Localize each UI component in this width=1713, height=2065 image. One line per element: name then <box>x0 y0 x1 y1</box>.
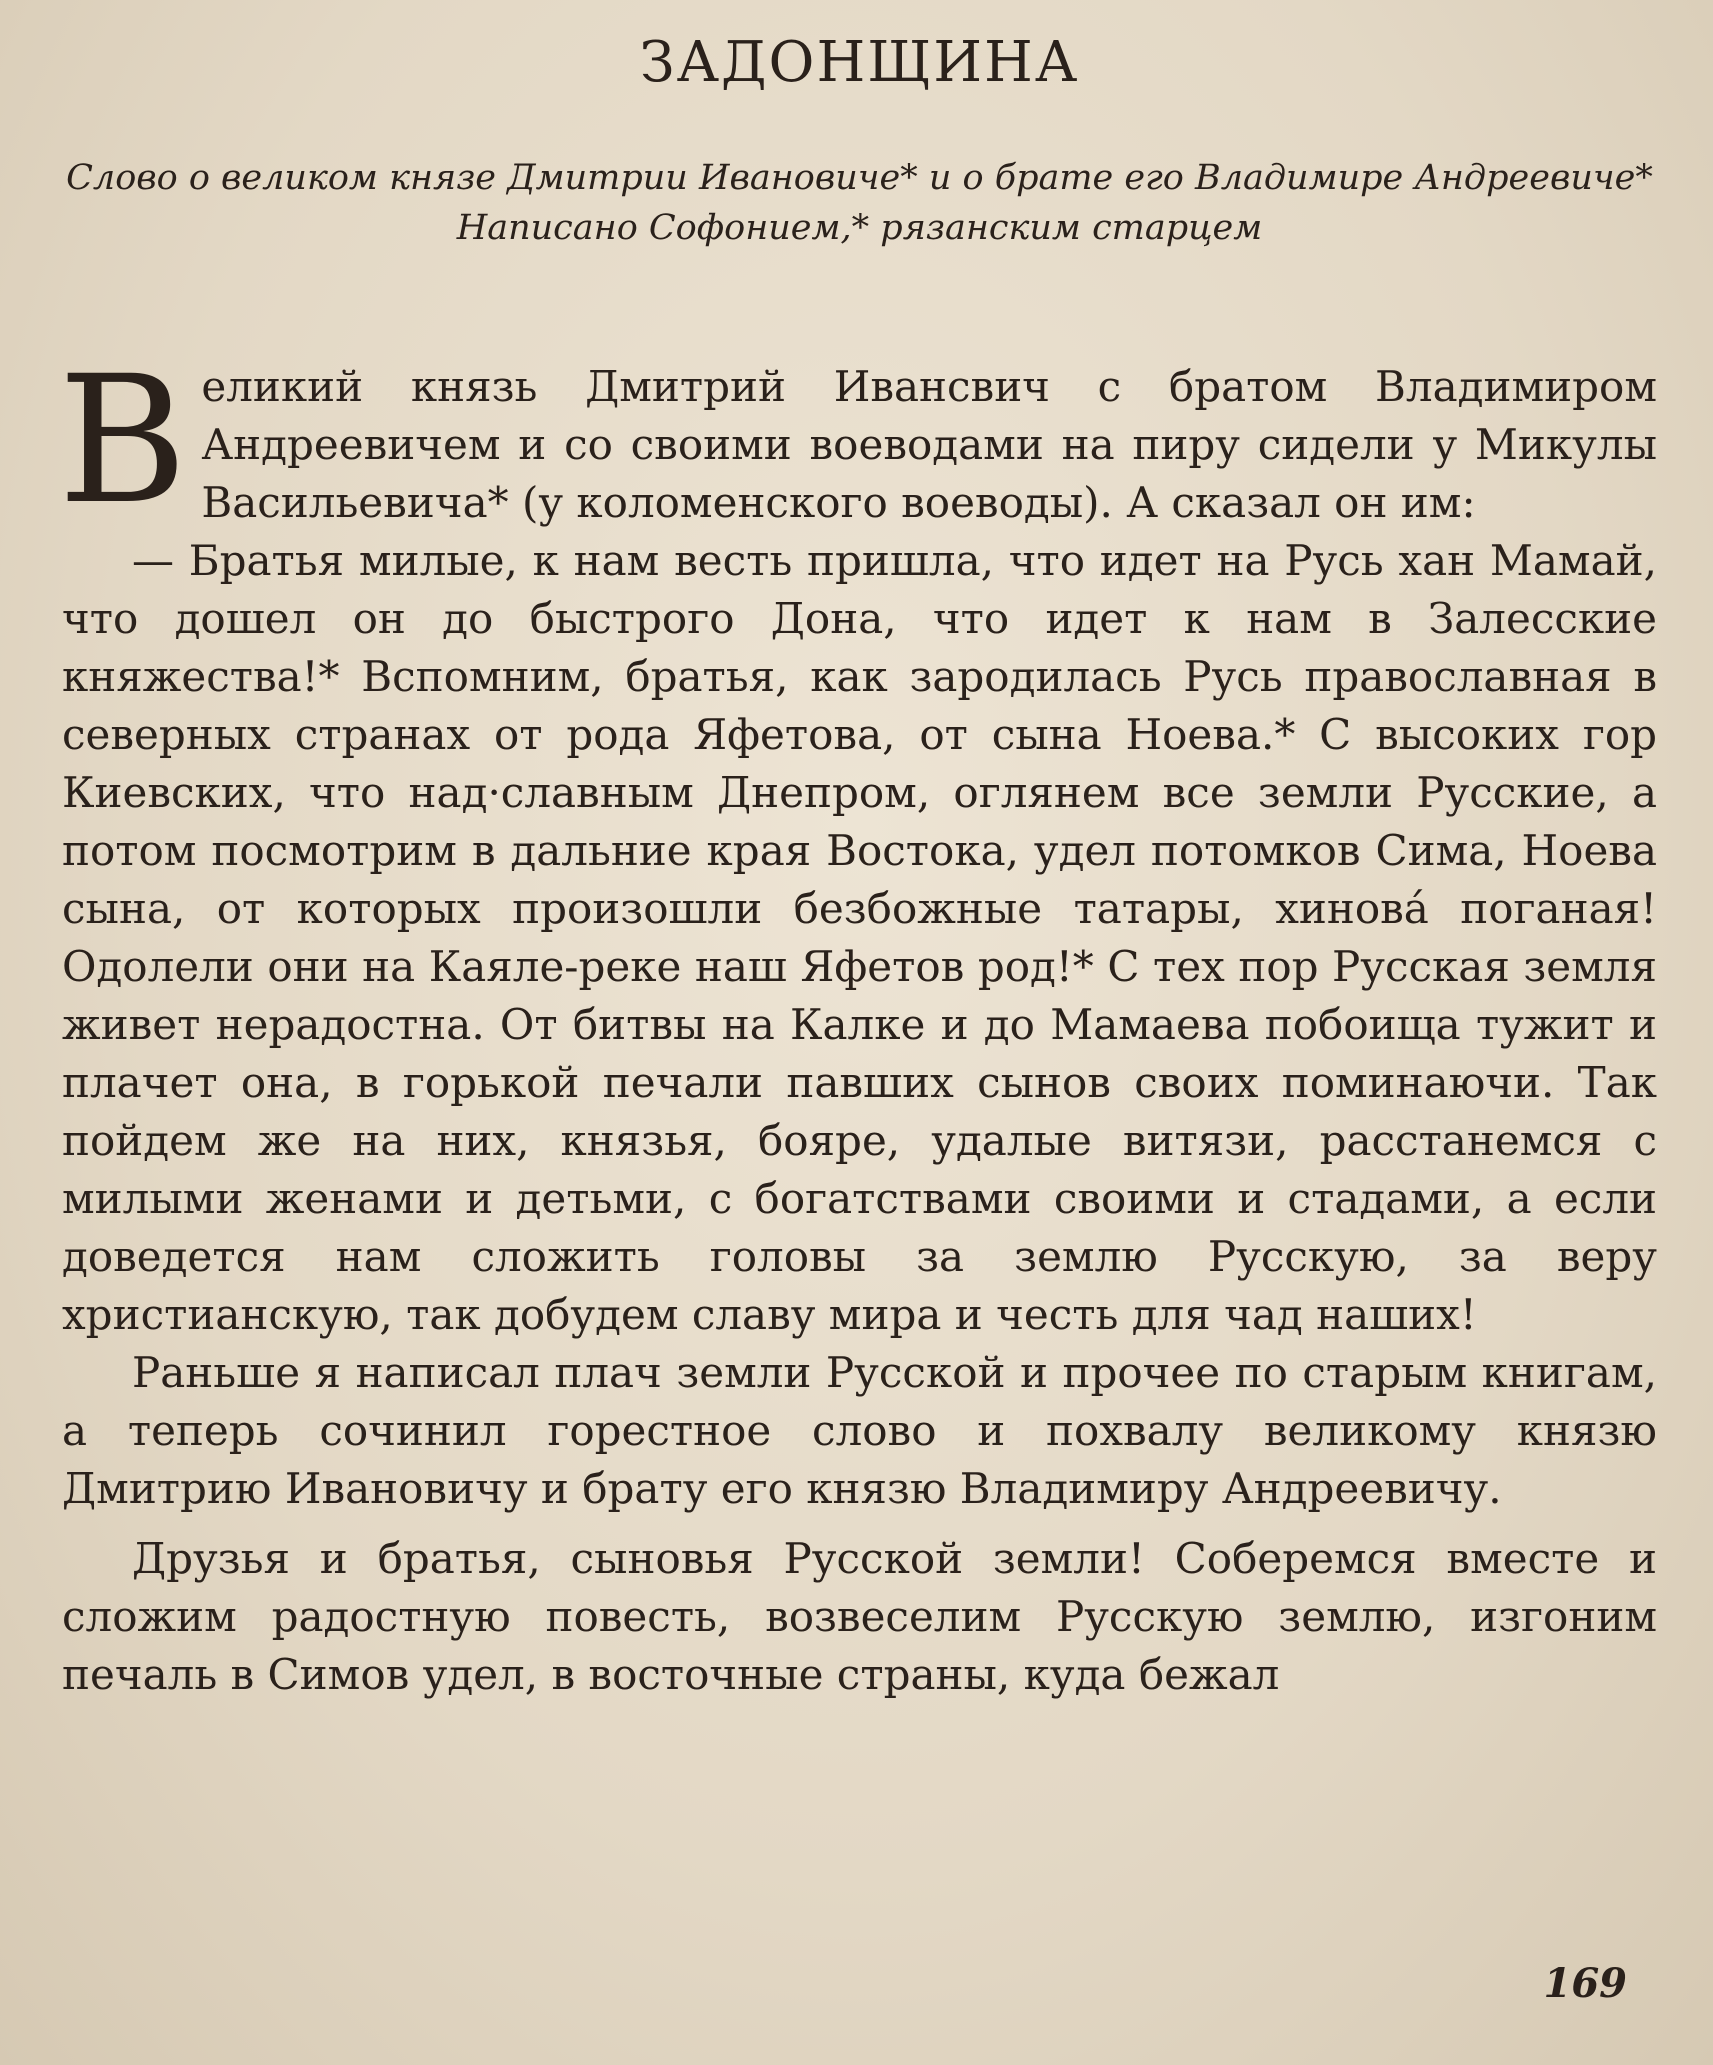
paragraph-3: Раньше я написал плач земли Русской и прочее по старым книгам, а теперь сочинил горестное слово и похвалу великому князю Дмитрию Ивановичу и брату его князю Владимиру Андреевичу. <box>62 1348 1657 1513</box>
paragraph-2: — Братья милые, к нам весть пришла, что идет на Русь хан Мамай, что дошел он до быстрого Дона, что идет к нам в Залесские княжества!* Вспомним, братья, как зародилась Русь православная в северных странах от рода Яфетова, от сына Ноева.* С высоких гор Киевских, что над·славным Днепром, оглянем все земли Русские, а потом посмотрим в дальние края Востока, удел потомков Сима, Ноева сына, от которых произошли безбожные татары, хинова́ поганая! Одолели они на Каяле-реке наш Яфетов род!* С тех пор Русская земля живет нерадостна. От битвы на Калке и до Мамаева побоища тужит и плачет она, в горькой печали павших сынов своих поминаючи. Так пойдем же на них, князья, бояре, удалые витязи, расстанемся с милыми женами и детьми, с богатствами своими и стадами, а если доведется нам сложить головы за землю Русскую, за веру христианскую, так добудем славу мира и честь для чад наших! <box>62 536 1657 1339</box>
paragraph-1 <box>58 338 1657 543</box>
page-title: ЗАДОНЩИНА <box>639 30 1080 95</box>
body-text <box>58 338 1657 1704</box>
page-number: 169 <box>1543 1960 1627 2007</box>
paragraph-4: Друзья и братья, сыновья Русской земли! Соберемся вместе и сложим радостную повесть, возвеселим Русскую землю, изгоним печаль в Симов удел, в восточные страны, куда бежал <box>62 1534 1657 1699</box>
subtitle-line: Слово о великом князе Дмитрии Ивановиче* и о брате его Владимире Андреевиче* <box>66 158 1653 198</box>
paragraph-1-text: еликий князь Дмитрий Ивансвич с братом Владимиром Андреевичем и со своими воеводами на пиру сидели у Микулы Васильевича* (у коломенского воеводы). А сказал он им: <box>201 362 1657 527</box>
author-line: Написано Софонием,* рязанским старцем <box>456 208 1263 248</box>
drop-cap: В <box>58 338 188 543</box>
